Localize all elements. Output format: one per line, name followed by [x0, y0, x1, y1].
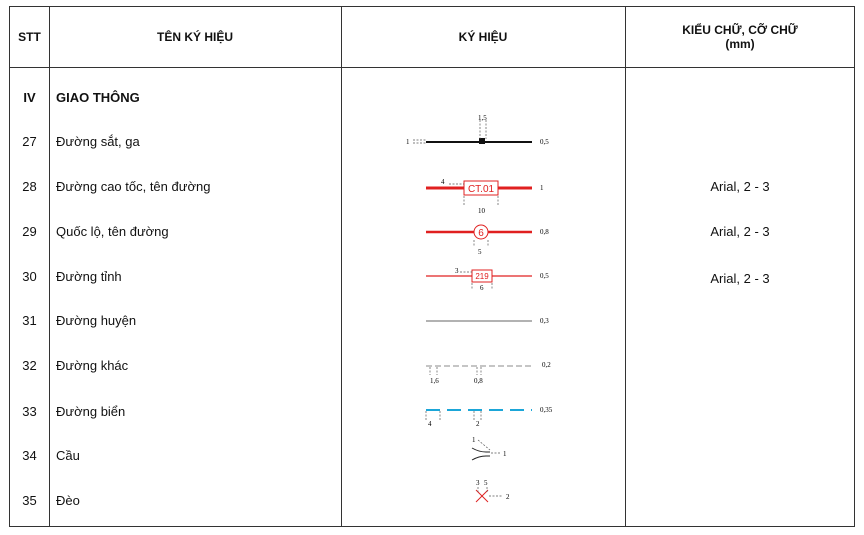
- header-font-line2: (mm): [725, 37, 755, 51]
- dim-label: 0,8: [540, 228, 549, 236]
- dim-label: 0,2: [542, 361, 551, 369]
- dim-label: 10: [478, 207, 485, 215]
- dim-label: 0,5: [540, 138, 549, 146]
- dim-label: 3: [455, 267, 459, 275]
- row-name: Quốc lộ, tên đường: [56, 224, 169, 239]
- road-number-label: 6: [478, 228, 484, 239]
- header-name: TÊN KÝ HIỆU: [156, 30, 233, 44]
- other-road-symbol: [426, 361, 551, 385]
- dim-label: 1,6: [430, 377, 439, 385]
- row-stt: 27: [22, 134, 37, 149]
- dim-label: 1: [503, 450, 507, 458]
- row-stt: 34: [22, 448, 37, 463]
- header-stt: STT: [18, 30, 41, 44]
- section-stt: IV: [23, 90, 36, 105]
- dim-label: 0,8: [474, 377, 483, 385]
- railway-symbol: [406, 114, 549, 146]
- dim-label: 1,5: [478, 114, 487, 122]
- row-name: Đường sắt, ga: [56, 134, 140, 149]
- row-stt: 30: [22, 269, 37, 284]
- dim-label: 4: [441, 178, 445, 186]
- dim-label: 2: [476, 420, 480, 428]
- row-name: Đường cao tốc, tên đường: [56, 179, 211, 194]
- dim-label: 0,3: [540, 317, 549, 325]
- row-stt: 35: [22, 493, 37, 508]
- dim-label: 1: [472, 436, 476, 444]
- row-name: Đường khác: [56, 358, 129, 373]
- row-name: Đường biển: [56, 404, 126, 419]
- road-number-label: 219: [475, 272, 489, 281]
- dim-label: 4: [428, 420, 432, 428]
- national-road-symbol: [426, 225, 549, 256]
- pass-symbol: [476, 479, 510, 502]
- expressway-symbol: [426, 178, 544, 215]
- row-font: Arial, 2 - 3: [710, 179, 770, 194]
- dim-label: 0,35: [540, 406, 553, 414]
- row-name: Đường tỉnh: [56, 269, 122, 284]
- row-stt: 32: [22, 358, 37, 373]
- header-symbol: KÝ HIỆU: [458, 30, 508, 44]
- dim-label: 2: [506, 493, 510, 501]
- sea-route-symbol: [426, 406, 553, 428]
- row-stt: 31: [22, 313, 37, 328]
- dim-label: 5: [484, 479, 488, 487]
- row-name: Cầu: [56, 448, 80, 463]
- row-font: Arial, 2 - 3: [710, 224, 770, 239]
- dim-label: 5: [478, 248, 482, 256]
- dim-label: 1: [406, 138, 410, 146]
- row-stt: 33: [22, 404, 37, 419]
- row-name: Đường huyện: [56, 313, 137, 328]
- row-name: Đèo: [56, 493, 80, 508]
- row-stt: 28: [22, 179, 37, 194]
- dim-label: 6: [480, 284, 484, 292]
- header-font-line1: KIỂU CHỮ, CỠ CHỮ: [682, 23, 798, 37]
- bridge-symbol: [472, 436, 507, 460]
- district-road-symbol: [426, 317, 549, 325]
- row-stt: 29: [22, 224, 37, 239]
- dim-label: 3: [476, 479, 480, 487]
- dim-label: 0,5: [540, 272, 549, 280]
- section-title: GIAO THÔNG: [56, 90, 140, 105]
- row-font: Arial, 2 - 3: [710, 271, 770, 286]
- provincial-road-symbol: [426, 267, 549, 292]
- dim-label: 1: [540, 184, 544, 192]
- road-code-label: CT.01: [467, 184, 495, 195]
